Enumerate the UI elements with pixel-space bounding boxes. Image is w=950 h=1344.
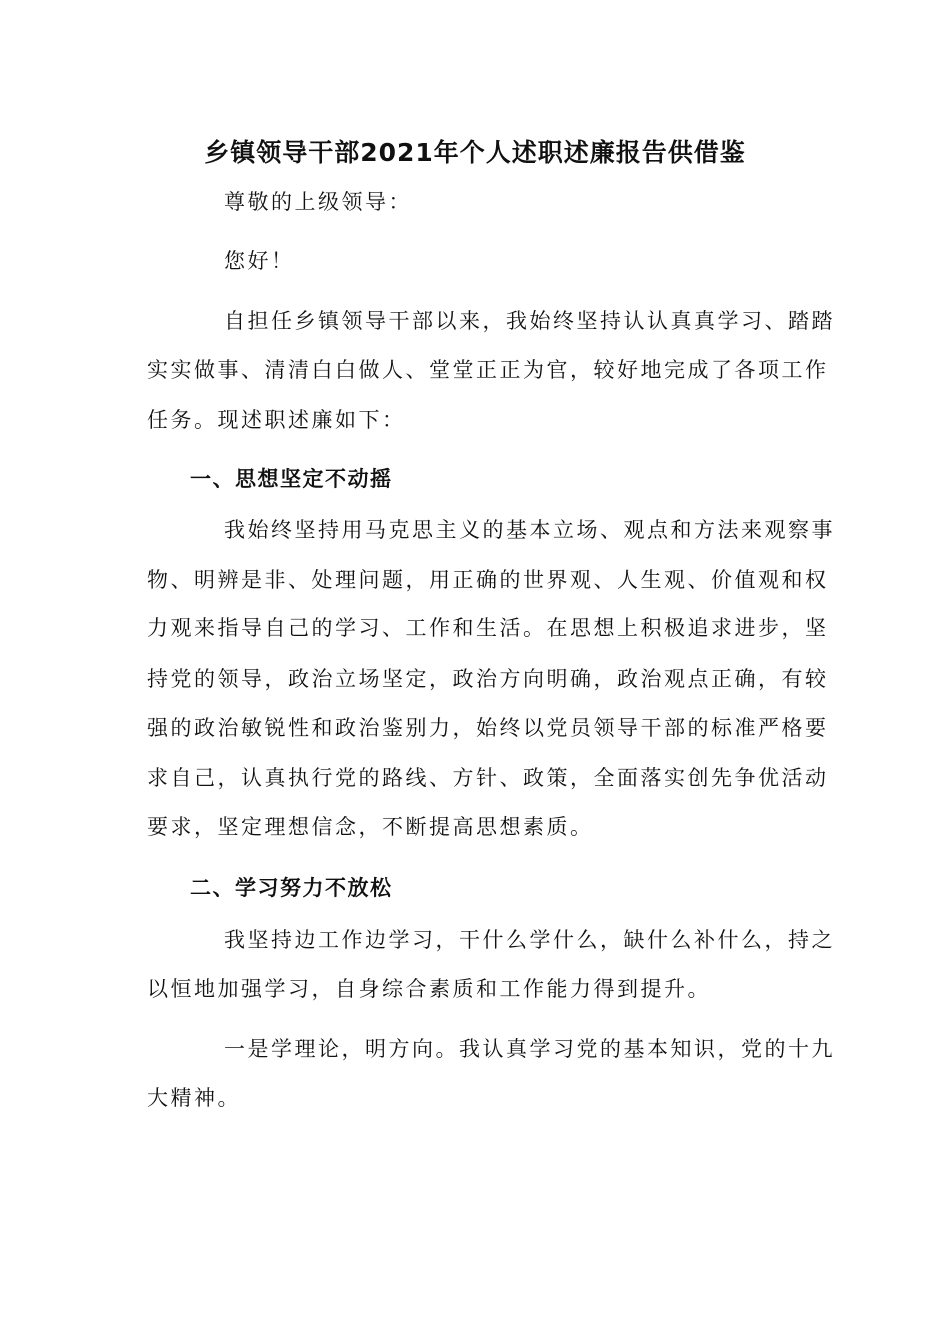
section2-para1-line-1: 我坚持边工作边学习，干什么学什么，缺什么补什么，持之 bbox=[224, 928, 835, 952]
section-heading-2: 二、学习努力不放松 bbox=[190, 876, 393, 900]
section1-line-3: 力观来指导自己的学习、工作和生活。在思想上积极追求进步，坚 bbox=[147, 616, 829, 640]
salutation: 尊敬的上级领导： bbox=[224, 190, 412, 214]
intro-line-3: 任务。现述职述廉如下： bbox=[147, 408, 406, 432]
section1-line-7: 要求，坚定理想信念，不断提高思想素质。 bbox=[147, 815, 594, 839]
section1-line-5: 强的政治敏锐性和政治鉴别力，始终以党员领导干部的标准严格要 bbox=[147, 716, 829, 740]
intro-line-1: 自担任乡镇领导干部以来，我始终坚持认认真真学习、踏踏 bbox=[224, 309, 835, 333]
section1-line-6: 求自己，认真执行党的路线、方针、政策，全面落实创先争优活动 bbox=[147, 766, 829, 790]
section-heading-1: 一、思想坚定不动摇 bbox=[190, 467, 393, 491]
intro-line-2: 实实做事、清清白白做人、堂堂正正为官，较好地完成了各项工作 bbox=[147, 358, 829, 382]
section1-line-1: 我始终坚持用马克思主义的基本立场、观点和方法来观察事 bbox=[224, 518, 835, 542]
section1-line-4: 持党的领导，政治立场坚定，政治方向明确，政治观点正确，有较 bbox=[147, 667, 829, 691]
greeting: 您好！ bbox=[224, 249, 295, 273]
document-title: 乡镇领导干部2021年个人述职述廉报告供借鉴 bbox=[204, 138, 746, 167]
section2-para2-line-1: 一是学理论，明方向。我认真学习党的基本知识，党的十九 bbox=[224, 1037, 835, 1061]
section1-line-2: 物、明辨是非、处理问题，用正确的世界观、人生观、价值观和权 bbox=[147, 568, 829, 592]
section2-para2-line-2: 大精神。 bbox=[147, 1086, 241, 1110]
section2-para1-line-2: 以恒地加强学习，自身综合素质和工作能力得到提升。 bbox=[147, 977, 711, 1001]
